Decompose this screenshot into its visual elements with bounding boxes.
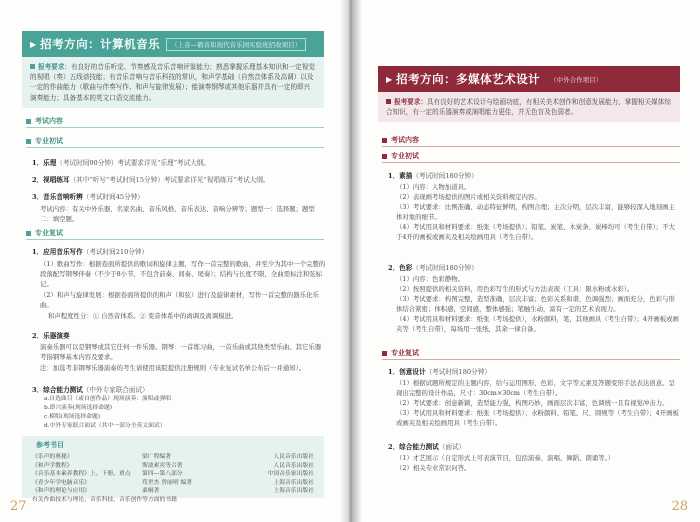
page-number-right: 28 [671, 499, 688, 514]
reference-cell: 第四—第八部分 [142, 471, 183, 477]
reference-cell: 斯波索宾等合著 [142, 462, 183, 469]
square-bullet-icon [382, 351, 387, 356]
right-item-sketch [388, 170, 478, 180]
left-req-label: 报考要求： [38, 63, 71, 71]
reference-row [32, 479, 314, 488]
reference-cell: 上海音乐出版社 [273, 479, 314, 486]
left-i2: 2．视唱练耳 [32, 176, 70, 184]
right-sec-exam-content [382, 135, 419, 145]
reference-cell: 《和声的理论与应用》 [32, 488, 90, 494]
left-i4-note: （考试时间210分钟） [82, 248, 149, 256]
list-item: （2）表现画考场提供的图片或相关资料规定内容。 [396, 193, 541, 201]
reference-row [32, 453, 314, 462]
left-sec2-label: 专业初试 [35, 136, 63, 145]
list-item: （1）根据试题所规定的主题内容，给与运用图形、色彩、文字等元素及答题变形手法表达创意。呈现出完整的设计作品，尺寸：30cm×30cm（考生自带）。 [396, 379, 675, 397]
list-item: （1）内容：色彩静物。 [396, 275, 464, 283]
reference-cell: 人民音乐出版社 [273, 454, 314, 460]
square-bullet-icon [382, 154, 387, 159]
right-title: 招考方向：多媒体艺术设计 [396, 72, 541, 86]
square-bullet-icon [386, 99, 391, 104]
left-header-band [22, 31, 324, 57]
reference-row [32, 487, 314, 496]
left-item-applied-writing [32, 246, 148, 256]
left-b6c: c.模唱(现场选择命题) [44, 414, 100, 420]
left-item-sight-singing [32, 174, 269, 184]
right-sec1-label: 考试内容 [391, 135, 419, 144]
right-req-label: 报考要求： [394, 98, 427, 106]
right-i2-note: （考试时间180分钟） [412, 264, 478, 272]
list-item: （3）考试要求：比例准确、动态特征鲜明，构图合理；主次分明，层次丰富，能够较深入地刻画主体对象的细节。 [396, 203, 675, 221]
book-gutter-shadow [340, 0, 362, 522]
reference-cell: 《青少年学电脑音乐》 [32, 479, 90, 486]
left-item-audio-listening [32, 191, 144, 201]
right-i4: 2．综合能力测试 [388, 443, 439, 451]
left-i1-note: （考试时间90分钟）考试要求详见“乐理”考试大纲。 [56, 159, 210, 167]
page-number-left: 27 [10, 499, 27, 514]
square-bullet-icon [26, 119, 31, 124]
reference-cell: 有关作曲技术与理论、音乐科技、音乐创作等方面的书籍 [32, 496, 177, 503]
reference-cell: 《和声学教程》 [32, 462, 73, 469]
reference-cell: 梁广程编著 [142, 454, 171, 460]
left-b6b: b.即兴演奏(现场选择命题) [44, 405, 113, 411]
left-i6: 3．综合能力测试 [32, 386, 83, 394]
reference-cell: 人民音乐出版社 [273, 462, 314, 469]
divider [26, 127, 324, 128]
square-bullet-icon [26, 139, 31, 144]
right-sec3-label: 专业复试 [391, 348, 419, 357]
left-b6d: d.中外专家联合面试（其中一部分全英文面试） [44, 423, 166, 429]
right-header-band [378, 66, 680, 92]
left-i6-note: （中外专家联合面试） [82, 386, 149, 394]
left-body-harmony: （2）和声与旋律发展：根据卷面所提供的和声（和弦）进行及旋律素材，写作一首完整的器乐化乐曲。 [40, 291, 319, 309]
square-bullet-icon [30, 64, 35, 69]
right-i1-note: （考试时间180分钟） [412, 172, 478, 180]
reference-cell: 桑桐著 [142, 488, 160, 494]
divider [382, 146, 680, 147]
left-body-harmony-level: 和声程度性分：① 自然音体系。② 变音体系中的离调及离调模进。 [48, 312, 238, 320]
left-body-instrument-note: 注：加选考非钢琴乐器演奏的考生请使用该院提供注册规则（专业复试名单公布后一并通知）。 [40, 364, 306, 372]
list-item: （2）相关专业常识问答。 [396, 464, 471, 472]
left-i1: 1．乐理 [32, 159, 57, 167]
right-sec2-label: 专业初试 [391, 151, 419, 160]
list-item: （4）考试用具和材料要求：纸张（考场提供）；铅笔、炭笔、木炭条、炭棒均可（考生自带）；不大于4开的画板或画夹及相关绘画用具（考生自带）。 [396, 223, 675, 241]
left-comprehensive-list [44, 395, 324, 431]
left-sec-exam-content [26, 116, 63, 126]
reference-cell: 《音乐基本素养教程》上、下册、重点 [32, 471, 131, 477]
left-body-song: （1）歌曲写作：根据卷面所提供的歌词和旋律主题，写作一首完整的歌曲，并至少为其中一个完整的段落配写钢琴伴奏（不少于8小节，不包含前奏、间奏、尾奏）；结构与长度不限，全曲需标注和弦标记。 [40, 260, 326, 288]
refs-title: 参考书目 [36, 440, 64, 449]
left-i4: 1．应用音乐写作 [32, 248, 83, 256]
reference-row [32, 470, 314, 479]
right-item-comprehensive [388, 441, 465, 451]
right-i1: 1．素描 [388, 172, 413, 180]
reference-row [32, 496, 314, 505]
divider [26, 147, 324, 148]
right-i3: 1．创意设计 [388, 368, 426, 376]
arrow-icon: ▶ [386, 74, 393, 84]
left-item-instrument [32, 330, 70, 340]
right-req-text: 具有良好的艺术设计与绘画功底，有相关美术创作和创意发展能力，掌握相关媒体综合知识，有一定的乐器演奏或演唱能力更佳，并无色盲及色弱者。 [386, 98, 671, 117]
reference-cell: 中国音乐家出版社 [267, 471, 314, 477]
right-body-comprehensive [396, 453, 680, 473]
right-item-color [388, 262, 478, 272]
reference-books [22, 436, 324, 503]
reference-cell: 上海音乐出版社 [273, 488, 314, 494]
left-b6a: a.自选曲目（或自创作品）现场演奏：演唱或弹唱 [44, 396, 172, 402]
left-requirements [22, 57, 324, 108]
left-sec-retest [26, 228, 63, 238]
list-item: （4）考试用具和材料要求：纸张（考场提供），水粉颜料，笔，其他画具（考生自带）；4开画板或画夹等（考生自带），每场用一张纸，其余一律自备。 [396, 315, 679, 333]
left-subtitle: （上音—鹤音和现代音乐园实验班招收项目） [166, 38, 306, 51]
divider [382, 359, 680, 360]
left-req-text: 有良好的音乐听觉、节奏感及音乐音响评鉴能力；熟悉掌握乐理基本知识和一定视觉的视唱（奏）五线谱技能；有音乐音响与音乐科技的常识，和声学基础（自然音体系及高调）以及一定的作曲能力（歌曲与伴奏写作、和声与旋律发展）；能演奏钢琴或其他乐器并具有一定的即兴演奏能力；具备基本的英文口语交流能力。 [30, 63, 315, 102]
left-item-music-theory [32, 157, 210, 167]
right-body-color [396, 274, 680, 334]
square-bullet-icon [26, 231, 31, 236]
arrow-icon: ▶ [30, 39, 37, 49]
right-i4-note: （面试） [438, 443, 466, 451]
list-item: （3）考试用具和材料要求：纸张（考场提供）；水粉颜料、铅笔、尺、圆规等（考生自带）；4开画板或画夹及相关绘画用具（考生自带）。 [396, 409, 679, 427]
left-title: 招考方向：计算机音乐 [40, 37, 161, 51]
right-requirements [378, 92, 680, 122]
right-item-creative [388, 366, 491, 376]
list-item: （2）考试要求：创意新颖，造型能力强，构图巧妙，画面层次丰富，色调统一且有视觉冲击力。 [396, 399, 669, 407]
right-page [352, 0, 700, 522]
square-bullet-icon [382, 138, 387, 143]
list-item: （2）按照提供的相关资料，用色彩写生的形式与方法表现（工具：限水粉或水彩）。 [396, 285, 634, 293]
left-body-instrument: 演奏乐器可以是钢琴或其它任何一件乐器。钢琴：一首练习曲，一首乐曲或其他类型乐曲。其它乐器考指钢琴基本内容及要求。 [40, 343, 322, 361]
right-i3-note: （考试时间180分钟） [425, 368, 491, 376]
list-item: （1）才艺展示（自定形式上可表演节目，包括演奏、演唱、舞蹈、朗诵等。） [396, 454, 615, 462]
right-body-sketch [396, 182, 680, 242]
right-sec-retest [382, 348, 419, 358]
left-body-listening: 考试内容：有关中外乐器、名家名曲、音乐风格、音乐表达、音响分辨等；题型一：选择题；题型二：填空题。 [40, 205, 315, 223]
reference-cell: 苟世杰 曾丽明 编著 [142, 479, 193, 486]
left-i5: 2．乐器演奏 [32, 332, 70, 340]
left-i3-note: （考试时间45分钟） [82, 193, 144, 201]
left-page [0, 0, 349, 522]
right-i2: 2．色彩 [388, 264, 413, 272]
reference-cell [235, 496, 314, 505]
left-i2-note: （其中“听写”考试时间15分钟）考试要求详见“视唱练耳”考试大纲。 [69, 176, 270, 184]
left-sec-prelim [26, 136, 63, 146]
list-item: （3）考试要求：构图完整，造型准确，层次丰富；色彩关系和谐，色调强烈；画面充分，色彩与形体结合紧密；体积感，空间感，整体感强；笔触生动，富有一定的艺术表现力。 [396, 295, 675, 313]
right-sec-prelim [382, 151, 419, 161]
right-body-creative [396, 378, 680, 428]
reference-row [32, 462, 314, 471]
divider [382, 162, 680, 163]
reference-cell: 《乐声的奥秘》 [32, 454, 73, 460]
left-i3: 3．音乐音响听辨 [32, 193, 83, 201]
refs-rows [32, 453, 314, 504]
left-sec3-label: 专业复试 [35, 228, 63, 237]
left-sec1-label: 考试内容 [35, 116, 63, 125]
list-item: （1）内容：人物加道具。 [396, 183, 471, 191]
right-subtitle: （中外合作项目） [550, 75, 603, 84]
divider [26, 239, 324, 240]
left-item-comprehensive [32, 384, 149, 394]
